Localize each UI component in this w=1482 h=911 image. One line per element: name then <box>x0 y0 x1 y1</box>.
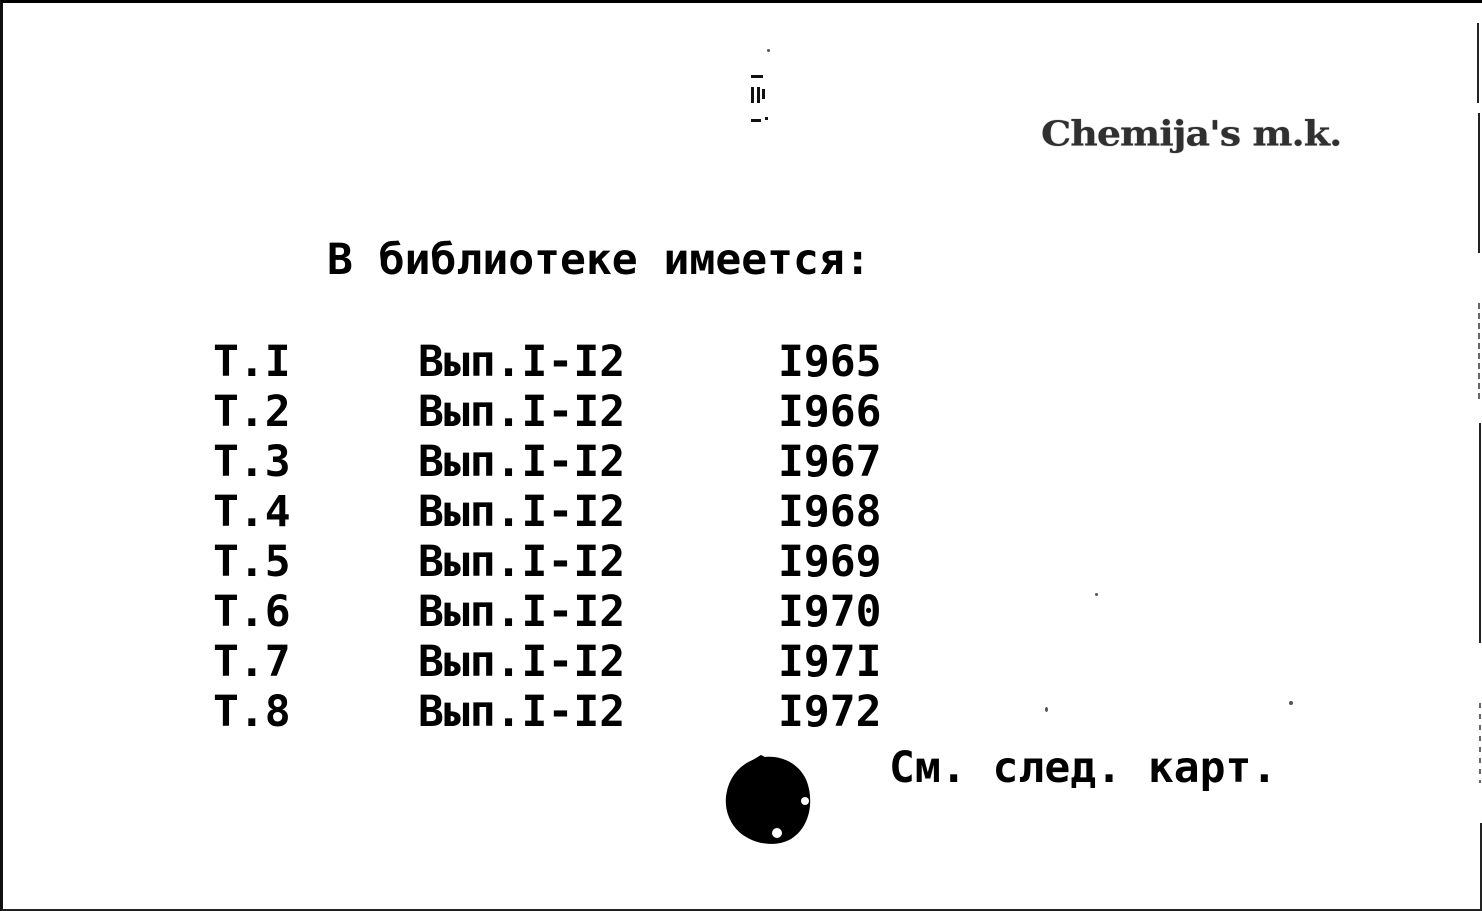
card-speck <box>1045 707 1048 712</box>
volume-number: Т.4 <box>213 487 291 537</box>
volume-number: Т.3 <box>213 437 291 487</box>
card-edge-line <box>1473 3 1482 911</box>
volume-year: I966 <box>778 387 882 437</box>
volume-number: Т.6 <box>213 587 291 637</box>
volume-year: I967 <box>778 437 882 487</box>
holdings-row <box>213 587 918 637</box>
issue-range: Вып.I-I2 <box>418 387 626 437</box>
continuation-note: См. след. карт. <box>889 743 1278 793</box>
issue-range: Вып.I-I2 <box>418 637 626 687</box>
volume-year: I968 <box>778 487 882 537</box>
issue-range: Вып.I-I2 <box>418 437 626 487</box>
card-speck <box>1289 701 1293 705</box>
issue-range: Вып.I-I2 <box>418 337 626 387</box>
issue-range: Вып.I-I2 <box>418 537 626 587</box>
card-speck <box>1095 593 1098 596</box>
volume-year: I970 <box>778 587 882 637</box>
volume-number: Т.7 <box>213 637 291 687</box>
issue-range: Вып.I-I2 <box>418 687 626 737</box>
volume-year: I965 <box>778 337 882 387</box>
holdings-row <box>213 487 918 537</box>
filing-mark-icon <box>747 73 771 133</box>
holdings-row <box>213 537 918 587</box>
card-speck <box>767 49 770 52</box>
volume-number: Т.2 <box>213 387 291 437</box>
volume-number: Т.8 <box>213 687 291 737</box>
library-stamp: Chemija's m.k. <box>1041 113 1342 154</box>
holdings-table <box>213 337 918 737</box>
holdings-row <box>213 637 918 687</box>
punch-hole-icon <box>721 753 817 847</box>
volume-year: I972 <box>778 687 882 737</box>
volume-number: Т.I <box>213 337 291 387</box>
holdings-row <box>213 337 918 387</box>
issue-range: Вып.I-I2 <box>418 487 626 537</box>
issue-range: Вып.I-I2 <box>418 587 626 637</box>
holdings-row <box>213 387 918 437</box>
volume-year: I969 <box>778 537 882 587</box>
holdings-row <box>213 437 918 487</box>
volume-number: Т.5 <box>213 537 291 587</box>
holdings-row <box>213 687 918 737</box>
holdings-heading: В библиотеке имеется: <box>327 235 871 285</box>
volume-year: I97I <box>778 637 882 687</box>
